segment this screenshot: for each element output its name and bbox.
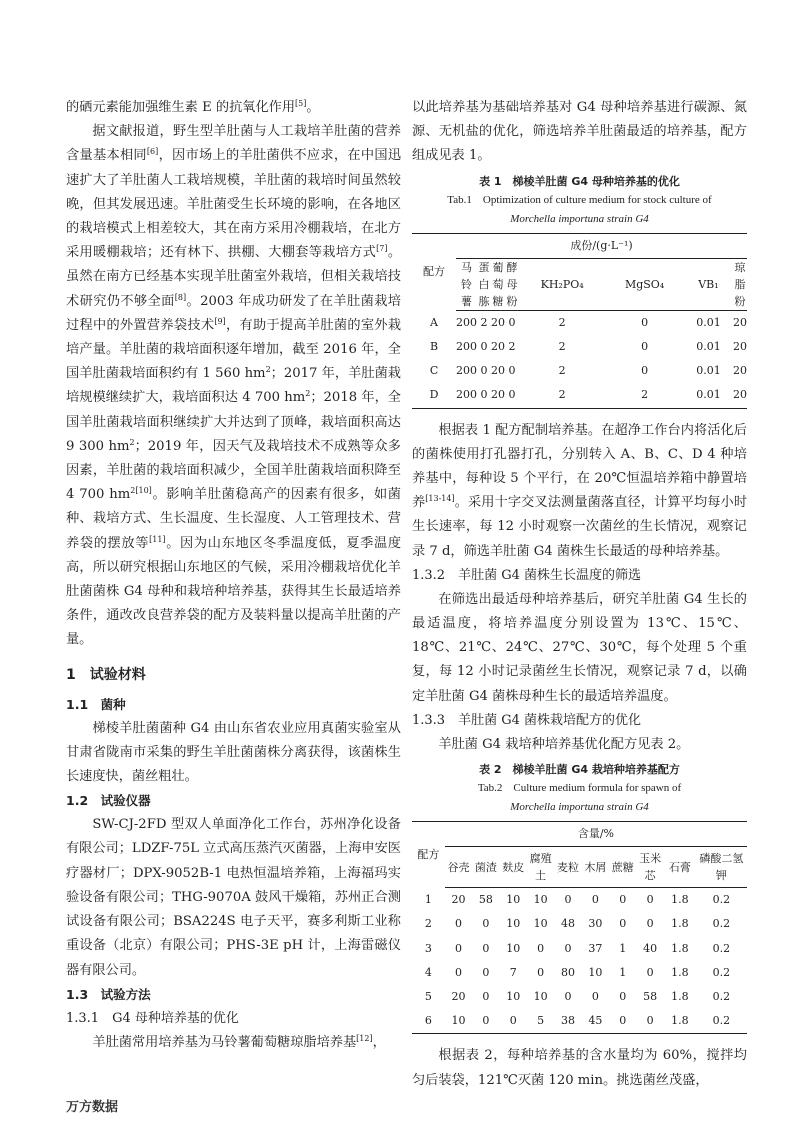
- table2-cell: 0: [482, 965, 490, 979]
- paragraph-pda: 羊肚菌常用培养基为马铃薯葡萄糖琼脂培养基[12]，: [92, 1033, 386, 1050]
- table2-cell: 0: [455, 917, 463, 931]
- paragraph-instruments: SW-CJ-2FD 型双人单面净化工作台，苏州净化设备有限公司；LDZF-75L 立式高压蒸汽灭菌器，上海申安医疗器材厂；DPX-9052B-1 电热恒温培养箱，上海福玛实验设备有限公司；THG-9070A 鼓风干燥箱，苏州正合测试设备有限公司；BSA224S 电子天平，赛多利斯工业称重设备（北京）有限公司；PHS-3E pH 计，上海雷磁仪器有限公司。: [66, 817, 401, 978]
- table2-col-header: 蔗糖: [609, 847, 636, 888]
- table1-cell: 20: [733, 315, 747, 329]
- table2-cell: 37: [588, 941, 603, 955]
- table2-col-header: 玉米芯: [636, 847, 663, 888]
- table2-cell: 0: [455, 965, 463, 979]
- table1-row: [412, 335, 747, 359]
- table2-cell: 48: [561, 917, 576, 931]
- table1-cell: 0: [641, 315, 649, 329]
- table2-cell: 0: [455, 941, 463, 955]
- table1-cell: 200: [456, 315, 478, 329]
- table2-cell: 0.2: [712, 941, 731, 955]
- table2-cell: 45: [582, 1009, 609, 1034]
- section-heading-materials: 1 试验材料: [66, 666, 146, 683]
- table2-row-label: 3: [424, 941, 432, 955]
- table2-cell: 80: [561, 965, 576, 979]
- table1-cell: 0.01: [696, 364, 721, 378]
- table2-cell: 0: [537, 965, 545, 979]
- table2-cell: 10: [533, 990, 548, 1004]
- table2-cell: 1: [619, 965, 627, 979]
- table2-cell: 10: [506, 941, 521, 955]
- table2-cell: 10: [445, 1009, 472, 1034]
- table2-cell: 10: [506, 893, 521, 907]
- table1-cell: 0: [480, 340, 488, 354]
- table2-row: [412, 888, 747, 913]
- table1-row: [412, 383, 747, 408]
- table1-cell: 200: [456, 383, 477, 408]
- table2-cell: 7: [509, 965, 517, 979]
- table1-cell: 2: [605, 383, 684, 408]
- subsubsection-heading-temperature: 1.3.2 羊肚菌 G4 菌株生长温度的筛选: [412, 567, 641, 583]
- table2: [412, 821, 747, 1034]
- table2-cell: 10: [506, 917, 521, 931]
- table1-cell: 2: [480, 315, 488, 329]
- table1-cell: 20: [491, 364, 506, 378]
- table1-row-label: A: [430, 315, 438, 329]
- table2-cell: 1.8: [671, 917, 689, 931]
- table2-col-header: 麸皮: [500, 847, 527, 888]
- table2-cell: 10: [588, 965, 603, 979]
- table1-cell: 0: [508, 364, 516, 378]
- table2-row: [412, 985, 747, 1009]
- table1-row-label: D: [412, 383, 456, 408]
- table2-col-header: 菌渣: [472, 847, 499, 888]
- table1-row: [412, 310, 747, 335]
- subsubsection-heading-cultivation: 1.3.3 羊肚菌 G4 菌株栽培配方的优化: [412, 712, 641, 728]
- table1-cell: 0.01: [696, 340, 721, 354]
- paragraph-table2-ref: 羊肚菌 G4 栽培种培养基优化配方见表 2。: [438, 736, 690, 752]
- table1-group-header: 成份/(g·L⁻¹): [456, 233, 747, 258]
- table2-cell: 0: [609, 1009, 636, 1034]
- table2-cell: 20: [451, 893, 466, 907]
- table2-row: [412, 1009, 747, 1034]
- table2-col-header: 腐殖土: [527, 847, 554, 888]
- paragraph-medium-base: 以此培养基为基础培养基对 G4 母种培养基进行碳源、氮源、无机盐的优化，筛选培养羊肚菌最适的培养基，配方组成见表 1。: [412, 100, 747, 164]
- table1-cell: 0: [505, 383, 519, 408]
- table2-cell: 0: [564, 893, 572, 907]
- table2-row-label: 6: [412, 1009, 445, 1034]
- table1-cell: 200: [456, 364, 478, 378]
- table1-row-label: C: [429, 364, 439, 378]
- table2-group-header: 含量/%: [445, 822, 747, 847]
- table2-cell: 0: [619, 893, 627, 907]
- table2-cell: 0.2: [712, 990, 731, 1004]
- table1: [412, 233, 747, 409]
- table1-cell: 20: [733, 383, 747, 408]
- table2-cell: 40: [643, 941, 658, 955]
- table1-cell: 200: [456, 340, 478, 354]
- table1-cell: 2: [558, 340, 566, 354]
- table1-cell: 0: [508, 315, 516, 329]
- table2-caption-en: Tab.2 Culture medium formula for spawn of Morchella importuna strain G4: [477, 782, 682, 814]
- subsection-heading-methods: 1.3 试验方法: [66, 986, 151, 1002]
- table1-cell: 2: [508, 340, 516, 354]
- table2-cell: 0: [636, 1009, 663, 1034]
- table2-cell: 38: [554, 1009, 581, 1034]
- table1-cell: 2: [558, 315, 566, 329]
- table2-cell: 0: [537, 941, 545, 955]
- table2-cell: 58: [643, 990, 658, 1004]
- watermark-footer: 万方数据: [66, 1100, 119, 1115]
- table2-cell: 0.2: [712, 917, 731, 931]
- table1-caption-cn: 表 1 梯棱羊肚菌 G4 母种培养基的优化: [479, 174, 680, 188]
- table2-col-header: 木屑: [582, 847, 609, 888]
- right-column: [412, 96, 747, 1093]
- table2-cell: 1.8: [671, 941, 689, 955]
- table2-row: [412, 961, 747, 985]
- table1-cell: 0.01: [684, 383, 733, 408]
- table2-cell: 1.8: [664, 1009, 696, 1034]
- table1-cell: 0: [480, 364, 488, 378]
- table2-row: [412, 912, 747, 936]
- table1-cell: 20: [491, 315, 506, 329]
- table2-cell: 0: [591, 990, 599, 1004]
- table1-cell: 20: [733, 340, 747, 354]
- table1-col-header: 马铃薯: [456, 258, 477, 310]
- table2-cell: 0.2: [696, 1009, 747, 1034]
- table1-caption-en: Tab.1 Optimization of culture medium for stock culture of Morchella importuna strain G4: [447, 193, 712, 225]
- table2-col-header: 谷壳: [445, 847, 472, 888]
- table2-cell: 0.2: [712, 965, 731, 979]
- table1-row-label: B: [429, 340, 439, 354]
- table2-cell: 30: [588, 917, 603, 931]
- table2-col-header: 磷酸二氢钾: [696, 847, 747, 888]
- paragraph-strain: 梯棱羊肚菌菌种 G4 由山东省农业应用真菌实验室从甘肃省陇南市采集的野生羊肚菌菌株分离获得，该菌株生长速度快，菌丝粗壮。: [66, 720, 401, 785]
- table1-cell: 20: [733, 364, 747, 378]
- paragraph-background: 据文献报道，野生型羊肚菌与人工栽培羊肚菌的营养含量基本相同[6]，因市场上的羊肚菌供不应求，在中国迅速扩大了羊肚菌人工栽培规模，羊肚菌的栽培时间虽然较晚，但其发展迅速。羊肚菌受生长环境的影响，在各地区的栽培模式上相差较大，其在南方采用冷棚栽培，在北方采用暖棚栽培；还有林下、拱棚、大棚套等栽培方式[7]。虽然在南方已经基本实现羊肚菌室外栽培，但相关栽培技术研究仍不够全面[8]。2003 年成功研发了在羊肚菌栽培过程中的外置营养袋技术[9]，有助于提高羊肚菌的室外栽培产量。羊肚菌的栽培面积逐年增加，截至 2016 年，全国羊肚菌栽培面积约有 1 560 $hm^2$；2017 年，羊肚菌栽培规模继续扩大，栽培面积达 4 700 $hm^2$；2018 年，全国羊肚菌栽培面积继续扩大并达到了顶峰，栽培面积高达 9 300 $hm^2$；2019 年，因天气及栽培技术不成熟等众多因素，羊肚菌的栽培面积减少，全国羊肚菌栽培面积降至 4 700 $hm^{2[10]}$。影响羊肚菌稳高产的因素有很多，如菌种、栽培方式、生长温度、生长湿度、人工管理技术、营养袋的摆放等[11]。因为山东地区冬季温度低，夏季温度高，所以研究根据山东地区的气候，采用冷棚栽培优化羊肚菌菌株 G4 母种和栽培种培养基，获得其生长最适培养条件，通改改良营养袋的配方及装料量以提高羊肚菌的产量。: [66, 124, 402, 648]
- table2-cell: 0: [482, 990, 490, 1004]
- subsection-heading-strain: 1.1 菌种: [66, 696, 126, 712]
- table2-caption-cn: 表 2 梯棱羊肚菌 G4 栽培种培养基配方: [479, 763, 680, 777]
- table2-cell: 10: [533, 893, 548, 907]
- table2-cell: 20: [451, 990, 466, 1004]
- paragraph-temperature: 在筛选出最适母种培养基后，研究羊肚菌 G4 生长的最适温度，将培养温度分别设置为 13℃、15℃、18℃、21℃、24℃、27℃、30℃，每个处理 5 个重复，每 12 小时记录菌丝生长情况，观察记录 7 d，以确定羊肚菌 G4 菌株母种生长的最适培养温度。: [412, 591, 747, 704]
- table1-col-header: 葡萄糖: [491, 258, 505, 310]
- table2-cell: 10: [533, 917, 548, 931]
- subsubsection-heading-g4-medium: 1.3.1 G4 母种培养基的优化: [66, 1010, 239, 1026]
- table1-cell: 20: [491, 340, 506, 354]
- table2-cell: 1.8: [671, 893, 689, 907]
- table1-col-header: 琼脂粉: [733, 258, 747, 310]
- table1-col-header: 酵母粉: [505, 258, 519, 310]
- table2-cell: 1: [619, 941, 627, 955]
- table2-cell: 5: [527, 1009, 554, 1034]
- table2-col-header: 石膏: [664, 847, 696, 888]
- table2-cell: 0: [564, 990, 572, 1004]
- table2-row-label: 4: [424, 965, 432, 979]
- paragraph-sterilization: 根据表 2，每种培养基的含水量均为 60%，搅拌均匀后装袋，121℃灭菌 120 min。挑选菌丝茂盛，: [412, 1048, 747, 1088]
- table1-col-header: MgSO₄: [605, 258, 684, 310]
- table2-row-label: 2: [424, 917, 432, 931]
- table2-cell: 0: [646, 965, 654, 979]
- table1-cell: 2: [519, 383, 605, 408]
- table1-cell: 2: [558, 364, 566, 378]
- table1-cell: 20: [491, 383, 505, 408]
- table2-row-label: 1: [424, 893, 432, 907]
- table1-row-header: 配方: [412, 233, 456, 310]
- table2-row-header: 配方: [412, 822, 445, 888]
- table2-cell: 1.8: [671, 965, 689, 979]
- table2-cell: 1.8: [671, 990, 689, 1004]
- table2-cell: 0: [591, 893, 599, 907]
- table1-row: [412, 359, 747, 383]
- table2-row-label: 5: [424, 990, 432, 1004]
- table1-cell: 0: [641, 364, 649, 378]
- table2-cell: 0: [482, 941, 490, 955]
- table2-cell: 0: [619, 990, 627, 1004]
- paragraph-culture-procedure: 根据表 1 配方配制培养基。在超净工作台内将活化后的菌株使用打孔器打孔，分别转入 A、B、C、D 4 种培养基中，每种设 5 个平行，在 20℃恒温培养箱中静置培养[13-14]。采用十字交叉法测量菌落直径，计算平均每小时生长速率，每 12 小时观察一次菌丝的生长情况，观察记录 7 d，筛选羊肚菌 G4 菌株生长最适的母种培养基。: [412, 422, 748, 559]
- table1-col-header: KH₂PO₄: [519, 258, 605, 310]
- table2-cell: 10: [506, 990, 521, 1004]
- table1-col-header: 蛋白胨: [477, 258, 491, 310]
- table2-cell: 58: [478, 893, 493, 907]
- table2-cell: 0: [472, 1009, 499, 1034]
- table2-cell: 0: [646, 893, 654, 907]
- table2-cell: 0: [482, 917, 490, 931]
- table2-row: [412, 937, 747, 961]
- table2-cell: 0: [619, 917, 627, 931]
- subsection-heading-instruments: 1.2 试验仪器: [66, 793, 151, 809]
- table2-cell: 0: [500, 1009, 527, 1034]
- paragraph-continuation: 的硒元素能加强维生素 E 的抗氧化作用[5]。: [66, 99, 320, 115]
- left-column: [66, 96, 401, 1055]
- table1-col-header: VB₁: [684, 258, 733, 310]
- table1-cell: 0: [477, 383, 491, 408]
- table2-cell: 0: [564, 941, 572, 955]
- table2-cell: 0.2: [712, 893, 731, 907]
- table2-col-header: 麦粒: [554, 847, 581, 888]
- table1-cell: 0.01: [696, 315, 721, 329]
- table1-cell: 0: [641, 340, 649, 354]
- table2-cell: 0: [646, 917, 654, 931]
